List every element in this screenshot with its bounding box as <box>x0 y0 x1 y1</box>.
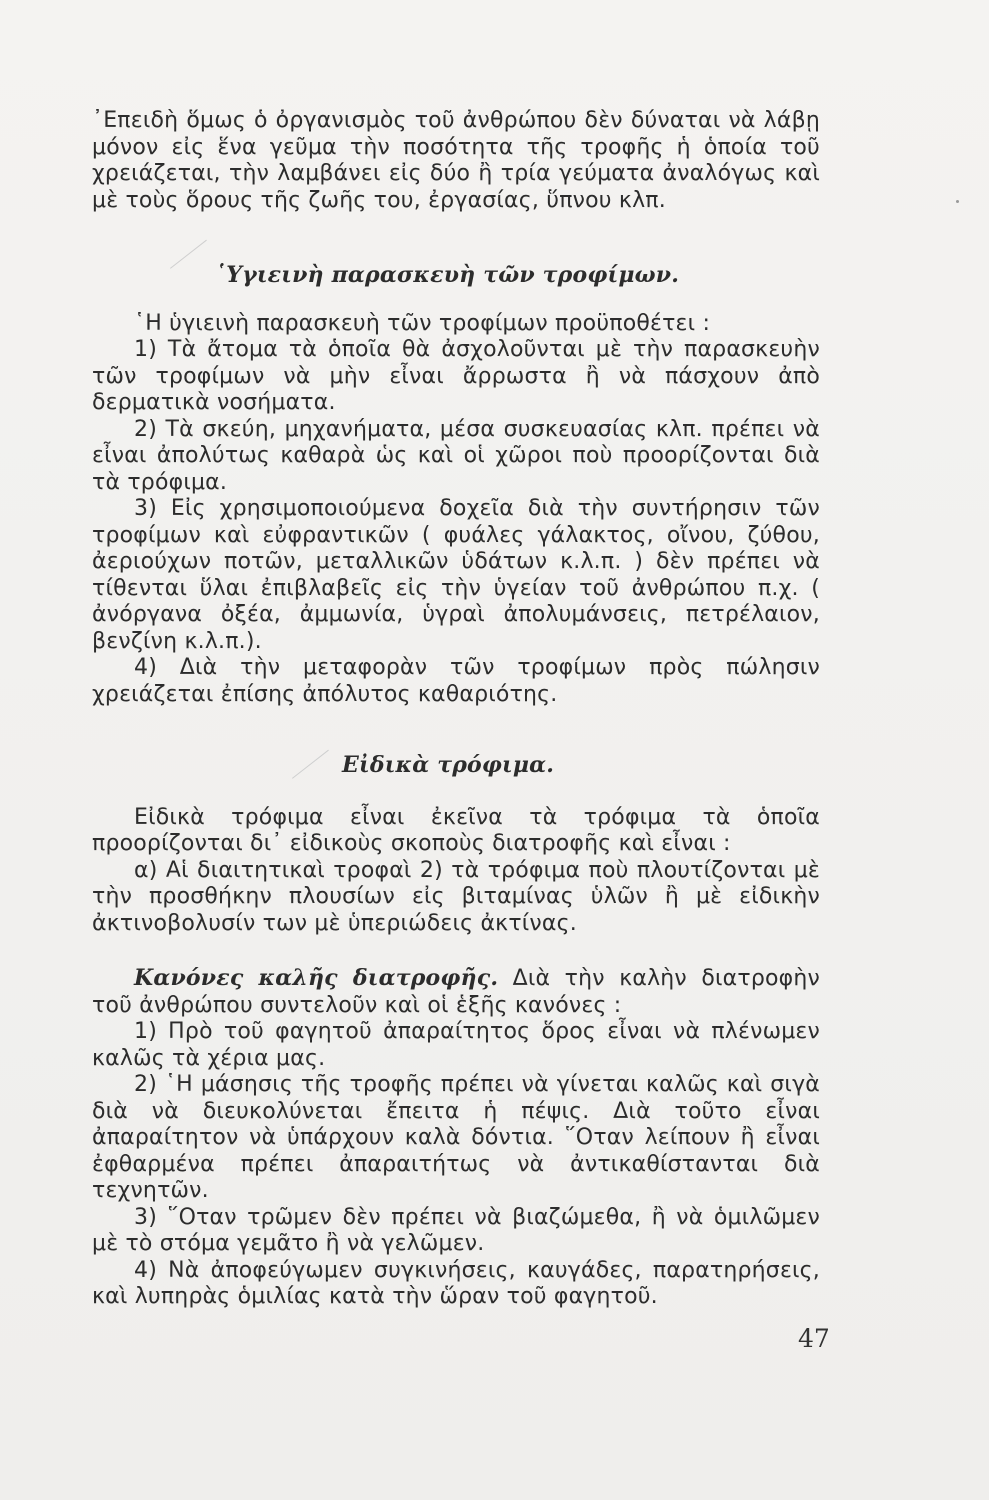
page-text <box>92 108 820 1311</box>
section3-item-3: 3) ῞Οταν τρῶμεν δὲν πρέπει νὰ βιαζώμεθα, ἢ νὰ ὁμιλῶμεν μὲ τὸ στόμα γεμᾶτο ἢ νὰ γελῶμεν. <box>92 1204 820 1256</box>
intro-paragraph: ᾿Επειδὴ ὅμως ὁ ὀργανισμὸς τοῦ ἀνθρώπου δὲν δύναται νὰ λάβῃ μόνον εἰς ἕνα γεῦμα τὴν ποσότητα τῆς τροφῆς ἡ ὁποία τοῦ χρειάζεται, τὴν λαμβάνει εἰς δύο ἢ τρία γεύματα ἀναλόγως καὶ μὲ τοὺς ὅρους τῆς ζωῆς του, ἐργασίας, ὕπνου κλπ. <box>92 108 820 213</box>
section2-item: α) Αἱ διαιτητικαὶ τροφαὶ 2) τὰ τρόφιμα ποὺ πλουτίζονται μὲ τὴν προσθήκην πλουσίων εἰς βιταμίνας ὑλῶν ἢ μὲ εἰδικὴν ἀκτινοβολυσίν των μὲ ὑπεριώδεις ἀκτίνας. <box>92 857 820 936</box>
section3-item-4: 4) Νὰ ἀποφεύγωμεν συγκινήσεις, καυγάδες, παρατηρήσεις, καὶ λυπηρὰς ὁμιλίας κατὰ τὴν ὥραν τοῦ φαγητοῦ. <box>92 1257 820 1309</box>
section1-item-2: 2) Τὰ σκεύη, μηχανήματα, μέσα συσκευασίας κλπ. πρέπει νὰ εἶναι ἀπολύτως καθαρὰ ὡς καὶ οἱ χῶροι ποὺ προορίζονται διὰ τὰ τρόφιμα. <box>92 416 820 495</box>
section1-lead: ῾Η ὑγιεινὴ παρασκευὴ τῶν τροφίμων προϋποθέτει : <box>134 310 711 336</box>
margin-dot <box>956 200 959 203</box>
section-heading-good-nutrition-rules: Κανόνες καλῆς διατροφῆς. <box>134 965 499 991</box>
page-number: 47 <box>798 1324 830 1353</box>
section1-item-3: 3) Εἰς χρησιμοποιούμενα δοχεῖα διὰ τὴν συντήρησιν τῶν τροφίμων καὶ εὐφραντικῶν ( φυάλες γάλακτος, οἴνου, ζύθου, ἀεριούχων ποτῶν, μεταλλικῶν ὑδάτων κ.λ.π. ) δὲν πρέπει νὰ τίθενται ὕλαι ἐπιβλαβεῖς εἰς τὴν ὑγείαν τοῦ ἀνθρώπου π.χ. ( ἀνόργανα ὀξέα, ἀμμωνία, ὑγραὶ ἀπολυμάνσεις, πετρέλαιον, βενζίνη κ.λ.π.). <box>92 496 820 654</box>
section3-lead-paragraph <box>92 965 820 1019</box>
section3-lead: Διὰ τὴν καλὴν διατροφὴν τοῦ ἀνθρώπου συντελοῦν καὶ οἱ ἑξῆς κανόνες : <box>92 966 820 1018</box>
section3-item-2: 2) ῾Η μάσησις τῆς τροφῆς πρέπει νὰ γίνεται καλῶς καὶ σιγὰ διὰ νὰ διευκολύνεται ἔπειτα ἡ πέψις. Διὰ τοῦτο εἶναι ἀπαραίτητον νὰ ὑπάρχουν καλὰ δόντια. ῞Οταν λείπουν ἢ εἶναι ἐφθαρμένα πρέπει ἀπαραιτήτως νὰ ἀντικαθίστανται διὰ τεχνητῶν. <box>92 1072 820 1203</box>
section-heading-hygienic-preparation: ῾Υγιεινὴ παρασκευὴ τῶν τροφίμων. <box>215 262 680 288</box>
section1-item-4: 4) Διὰ τὴν μεταφορὰν τῶν τροφίμων πρὸς πώλησιν χρειάζεται ἐπίσης ἀπόλυτος καθαριότης. <box>92 655 820 707</box>
section2-lead: Εἰδικὰ τρόφιμα εἶναι ἐκεῖνα τὰ τρόφιμα τὰ ὁποῖα προορίζονται δι᾿ εἰδικοὺς σκοποὺς διατροφῆς καὶ εἶναι : <box>92 804 820 856</box>
section1-item-1: 1) Τὰ ἄτομα τὰ ὁποῖα θὰ ἀσχολοῦνται μὲ τὴν παρασκευὴν τῶν τροφίμων νὰ μὴν εἶναι ἄρρωστα ἢ νὰ πάσχουν ἀπὸ δερματικὰ νοσήματα. <box>92 337 820 415</box>
section-heading-special-foods: Εἰδικὰ τρόφιμα. <box>342 752 555 778</box>
section3-item-1: 1) Πρὸ τοῦ φαγητοῦ ἀπαραίτητος ὅρος εἶναι νὰ πλένωμεν καλῶς τὰ χέρια μας. <box>92 1019 820 1071</box>
